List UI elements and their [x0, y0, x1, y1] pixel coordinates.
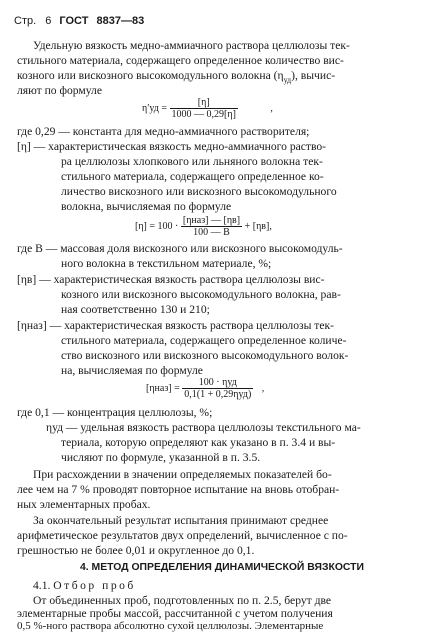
formula-denominator: 100 — B [193, 227, 230, 238]
definition-line: на, вычисляемая по формуле [61, 364, 203, 377]
subsection-number: 4.1. [33, 579, 51, 592]
paragraph-line: лее чем на 7 % проводят повторное испытание на вновь отобран- [17, 483, 340, 496]
definition-line: волокна, вычисляемая по формуле [61, 200, 232, 213]
formula-lhs: η′уд = [142, 102, 168, 114]
paragraph-line: За окончательный результат испытания принимают среднее [33, 514, 329, 527]
paragraph-line: элементарные пробы массой, рассчитанной с учетом получения [17, 607, 333, 620]
page-header [14, 15, 144, 27]
formula-lhs: [η] = 100 · [135, 220, 179, 232]
definition-line: где 0,29 — константа для медно-аммиачного растворителя; [17, 125, 310, 138]
standard-number: 8837—83 [96, 15, 145, 27]
definition-line: числяют по формуле, указанной в п. 3.5. [61, 451, 261, 464]
definition-line: личество вискозного или вискозного высокомодульного [61, 185, 337, 198]
page-prefix: Стр. [14, 15, 37, 27]
intro-line: Удельную вязкость медно-аммиачного раствора целлюлозы тек- [33, 39, 350, 52]
subsection-title [33, 578, 136, 593]
paragraph-line: От объединенных проб, подготовленных по п. 2.5, берут две [33, 594, 332, 607]
definition-line: где 0,1 — концентрация целлюлозы, %; [17, 406, 213, 419]
subsection-name: Отбор проб [53, 579, 136, 592]
intro-tail: ), вычис- [291, 69, 336, 82]
formula-specific-viscosity [142, 97, 273, 120]
standard-name: ГОСТ [59, 15, 89, 27]
formula-lhs: [ηназ] = [146, 382, 180, 394]
formula-tail: , [270, 102, 273, 114]
formula-numerator: [η] [170, 97, 238, 109]
definition-line: териала, которую определяют как указано в п. 3.4 и вы- [61, 436, 336, 449]
formula-fraction [182, 377, 253, 400]
formula-denominator: 1000 — 0,29[η] [171, 109, 236, 120]
section-heading: 4. МЕТОД ОПРЕДЕЛЕНИЯ ДИНАМИЧЕСКОЙ ВЯЗКОСТИ [80, 562, 364, 573]
paragraph-line: ных элементарных пробах. [17, 498, 151, 511]
paragraph-line: арифметическое результатов двух определений, вычисленное с по- [17, 529, 348, 542]
formula-numerator: [ηназ] — [ηв] [182, 215, 241, 226]
definition-line: ра целлюлозы хлопкового или льняного волокна тек- [61, 155, 323, 168]
formula-intrinsic-viscosity [135, 215, 272, 238]
definition-line: [ηв] — характеристическая вязкость раствора целлюлозы вис- [17, 273, 325, 286]
page-number: 6 [45, 15, 52, 27]
definition-line: [η] — характеристическая вязкость медно-аммиачного раство- [17, 140, 327, 153]
definition-line: где B — массовая доля вискозного или вискозного высокомодуль- [17, 242, 343, 255]
formula-fraction [170, 97, 238, 120]
formula-tail: + [ηв], [244, 220, 272, 232]
formula-numerator: 100 · ηуд [182, 377, 253, 389]
formula-fraction [181, 215, 242, 238]
definition-line: стильного материала, содержащего определенное ко- [61, 170, 324, 183]
intro-line: ляют по формуле [17, 84, 102, 97]
definition-line: ηуд — удельная вязкость раствора целлюлозы текстильного ма- [46, 421, 361, 434]
intro-text: козного или вискозного высокомодульного волокна (η [17, 69, 284, 82]
definition-line: [ηназ] — характеристическая вязкость раствора целлюлозы тек- [17, 319, 334, 332]
definition-line: козного или вискозного высокомодульного волокна, рав- [61, 288, 341, 301]
formula-tail: , [261, 382, 265, 394]
intro-subscript: уд [283, 75, 292, 85]
formula-denominator: 0,1(1 + 0,29ηуд) [184, 389, 252, 400]
paragraph-line: грешностью не более 0,01 и округленное до 0,1. [17, 544, 255, 557]
definition-line: ство вискозного или вискозного высокомодульного волок- [61, 349, 349, 362]
intro-line: стильного материала, содержащего определенное количество вис- [17, 54, 344, 67]
definition-line: стильного материала, содержащего определенное количе- [61, 334, 347, 347]
definition-line: ного волокна в текстильном материале, %; [61, 257, 272, 270]
paragraph-line: При расхождении в значении определяемых показателей бо- [33, 468, 332, 481]
definition-line: ная соответственно 130 и 210; [61, 303, 210, 316]
paragraph-line: 0,5 %-ного раствора абсолютно сухой целлюлозы. Элементарные [17, 620, 324, 632]
formula-solution-viscosity [146, 377, 264, 400]
